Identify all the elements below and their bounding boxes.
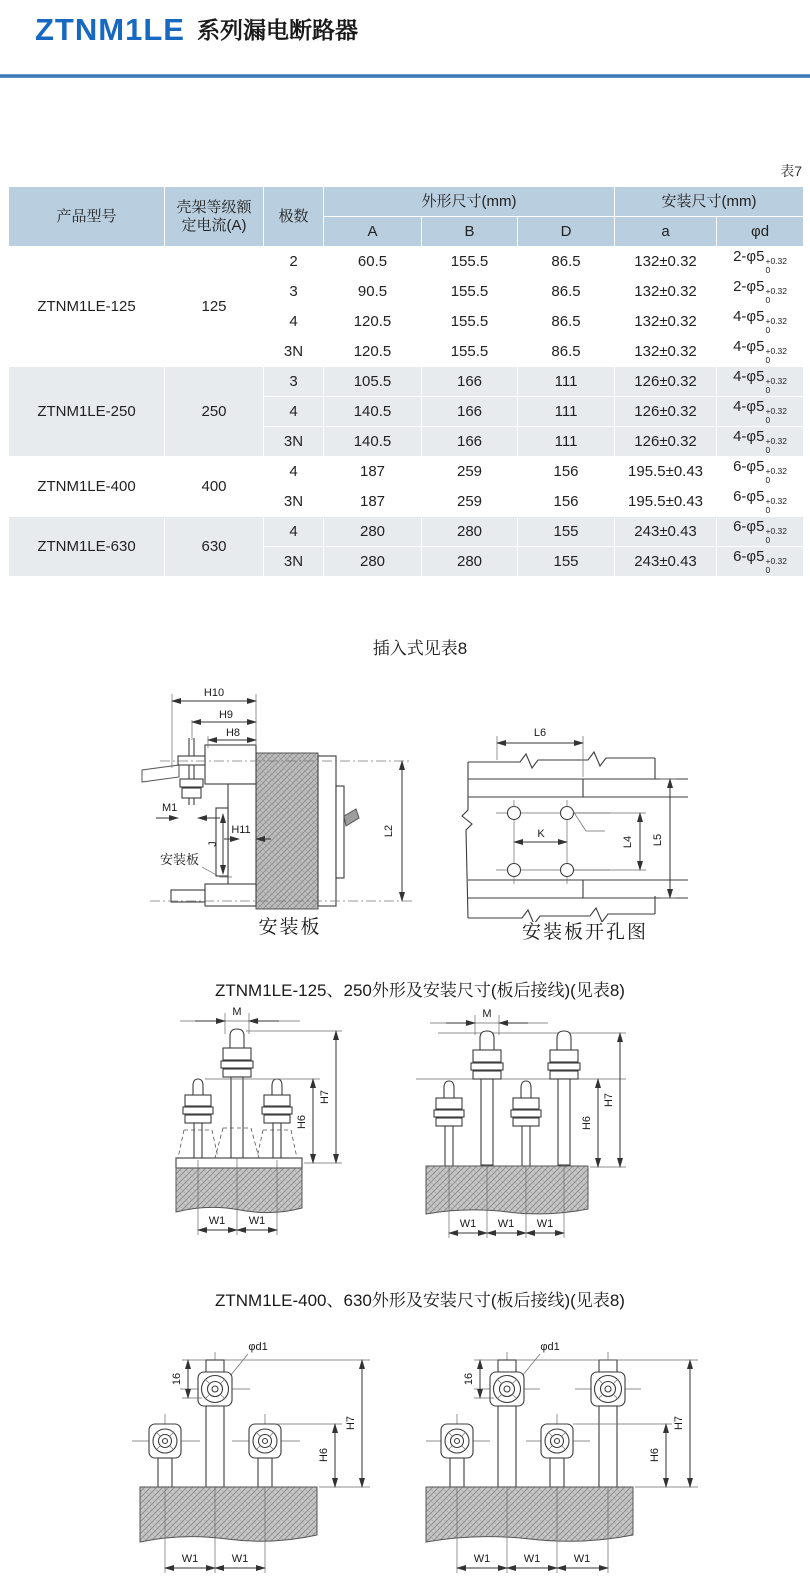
- dim-label-h6: H6: [318, 1447, 330, 1463]
- current-cell: 400: [165, 457, 264, 517]
- dim-label-m: M: [482, 1008, 492, 1020]
- dim-d-cell: 155: [518, 547, 615, 577]
- dim-label-l2: L2: [383, 824, 395, 838]
- dim-b-cell: 259: [422, 457, 518, 487]
- mount-a-cell: 243±0.43: [615, 547, 717, 577]
- group-250: [9, 367, 804, 457]
- poles-cell: 4: [264, 307, 324, 337]
- poles-cell: 3N: [264, 487, 324, 517]
- dim-a-cell: 120.5: [324, 307, 422, 337]
- th-mount-dims: 安装尺寸(mm): [615, 187, 804, 217]
- page-title: [35, 12, 358, 48]
- spec-table-header: [9, 187, 804, 247]
- dim-label-w1: W1: [497, 1218, 515, 1230]
- dim-label-h9: H9: [218, 709, 234, 721]
- poles-cell: 4: [264, 517, 324, 547]
- dim-label-m: M: [232, 1006, 242, 1018]
- fig-mounting-plate-drill-plan: [450, 700, 720, 922]
- short-stud: [434, 1081, 464, 1166]
- spec-table: [8, 186, 804, 577]
- dim-d-cell: 111: [518, 397, 615, 427]
- th-mount-a: a: [615, 217, 717, 247]
- center-busbar: [180, 1352, 250, 1500]
- current-cell: 630: [165, 517, 264, 577]
- dim-b-cell: 155.5: [422, 337, 518, 367]
- dim-label-h6: H6: [649, 1447, 661, 1463]
- th-dim-a: A: [324, 217, 422, 247]
- tall-busbar: [474, 1352, 540, 1500]
- dim-label-h8: H8: [225, 727, 241, 739]
- dim-label-w1: W1: [248, 1215, 266, 1227]
- bolt-nut: [182, 788, 201, 798]
- dim-a-cell: 140.5: [324, 397, 422, 427]
- left-stud: [183, 1079, 213, 1160]
- fig-125-250-4pole-rear-terminals: [398, 1005, 633, 1243]
- center-stud: [221, 1029, 253, 1158]
- series-model-title: ZTNM1LE: [35, 12, 185, 47]
- poles-cell: 3N: [264, 337, 324, 367]
- current-cell: 250: [165, 367, 264, 457]
- dim-label-16: 16: [171, 1372, 183, 1386]
- dim-label-16: 16: [463, 1372, 475, 1386]
- dim-label-h7: H7: [345, 1415, 357, 1431]
- dim-label-h7: H7: [319, 1089, 331, 1105]
- dim-label-h6: H6: [581, 1115, 593, 1131]
- poles-cell: 2: [264, 247, 324, 277]
- phid-cell: 4-φ5 +0.32 0: [717, 337, 804, 367]
- series-name-title: 系列漏电断路器: [196, 17, 358, 43]
- hole: [561, 864, 574, 877]
- phid-cell: 4-φ5 +0.32 0: [717, 367, 804, 397]
- model-cell: ZTNM1LE-630: [9, 517, 165, 577]
- dim-b-cell: 155.5: [422, 277, 518, 307]
- dim-a-cell: 60.5: [324, 247, 422, 277]
- dim-label-w1: W1: [473, 1553, 491, 1565]
- panel-hatched: [140, 1487, 317, 1542]
- dim-label-h11: H11: [231, 824, 251, 836]
- dim-label-w1: W1: [231, 1553, 249, 1565]
- fig-125-250-3pole-rear-terminals: [150, 1002, 370, 1240]
- dim-label-k: K: [537, 828, 545, 840]
- dim-a-cell: 280: [324, 517, 422, 547]
- dim-d-cell: 111: [518, 427, 615, 457]
- breaker-handle: [344, 809, 359, 826]
- header-divider: [0, 74, 810, 78]
- mount-a-cell: 132±0.32: [615, 247, 717, 277]
- dim-a-cell: 90.5: [324, 277, 422, 307]
- tall-stud: [471, 1031, 503, 1165]
- group-125: [9, 247, 804, 367]
- dim-a-cell: 140.5: [324, 427, 422, 457]
- dim-d-cell: 111: [518, 367, 615, 397]
- table-row: [9, 457, 804, 487]
- dim-d-cell: 156: [518, 487, 615, 517]
- phid-cell: 4-φ5 +0.32 0: [717, 427, 804, 457]
- dim-d-cell: 86.5: [518, 277, 615, 307]
- dim-label-phid1: φd1: [540, 1341, 560, 1353]
- phid-cell: 6-φ5 +0.32 0: [717, 457, 804, 487]
- plate-pointer-label: 安装板: [160, 852, 200, 867]
- dim-label-h10: H10: [203, 687, 225, 699]
- dim-a-cell: 187: [324, 487, 422, 517]
- dim-label-m1: M1: [162, 802, 178, 814]
- mount-a-cell: 243±0.43: [615, 517, 717, 547]
- dim-b-cell: 155.5: [422, 307, 518, 337]
- dim-d-cell: 86.5: [518, 247, 615, 277]
- dim-b-cell: 166: [422, 397, 518, 427]
- model-cell: ZTNM1LE-125: [9, 247, 165, 367]
- breaker-front-housing: [318, 756, 336, 906]
- breaker-front-step: [336, 786, 344, 878]
- dim-d-cell: 156: [518, 457, 615, 487]
- dim-b-cell: 166: [422, 427, 518, 457]
- dim-b-cell: 259: [422, 487, 518, 517]
- bracket-foot-tab: [171, 890, 205, 902]
- dim-a-cell: 105.5: [324, 367, 422, 397]
- phid-cell: 6-φ5 +0.32 0: [717, 517, 804, 547]
- mount-a-cell: 126±0.32: [615, 427, 717, 457]
- poles-cell: 4: [264, 457, 324, 487]
- poles-cell: 3: [264, 277, 324, 307]
- dim-label-h6: H6: [296, 1114, 308, 1130]
- th-outline-dims: 外形尺寸(mm): [324, 187, 615, 217]
- th-frame-current: 壳架等级额定电流(A): [165, 187, 264, 247]
- phid-cell: 4-φ5 +0.32 0: [717, 307, 804, 337]
- mount-a-cell: 132±0.32: [615, 307, 717, 337]
- tall-stud: [548, 1031, 580, 1165]
- dim-a-cell: 187: [324, 457, 422, 487]
- phid-cell: 4-φ5 +0.32 0: [717, 397, 804, 427]
- th-phid: φd: [717, 217, 804, 247]
- bracket-bottom-flange: [205, 884, 256, 906]
- dim-label-l4: L4: [622, 835, 634, 849]
- terminal-plate: [142, 765, 179, 782]
- fig-mounting-plate-side-view: [140, 678, 440, 910]
- mounting-plate-body: [228, 784, 256, 890]
- bracket-top-flange: [205, 745, 256, 784]
- fig-400-630-3pole-rear-terminals: [122, 1330, 382, 1580]
- plate-top-edge: [468, 752, 655, 768]
- right-stud: [262, 1079, 292, 1160]
- insert-type-note: 插入式见表8: [372, 639, 468, 658]
- mount-a-cell: 195.5±0.43: [615, 457, 717, 487]
- mount-a-cell: 126±0.32: [615, 397, 717, 427]
- dim-label-w1: W1: [181, 1553, 199, 1565]
- fig-400-630-4pole-rear-terminals: [398, 1330, 708, 1580]
- th-dim-b: B: [422, 217, 518, 247]
- model-cell: ZTNM1LE-400: [9, 457, 165, 517]
- poles-cell: 3N: [264, 547, 324, 577]
- phid-cell: 6-φ5 +0.32 0: [717, 547, 804, 577]
- dim-label-w1: W1: [536, 1218, 554, 1230]
- dim-b-cell: 155.5: [422, 247, 518, 277]
- mount-a-cell: 132±0.32: [615, 277, 717, 307]
- panel-hatched: [176, 1168, 302, 1213]
- group-400: [9, 457, 804, 517]
- mount-a-cell: 126±0.32: [615, 367, 717, 397]
- hole-leader-line: [571, 808, 605, 831]
- th-dim-d: D: [518, 217, 615, 247]
- dim-d-cell: 155: [518, 517, 615, 547]
- fig1-left-caption: 安装板: [258, 917, 322, 938]
- dim-label-h7: H7: [673, 1415, 685, 1431]
- dim-b-cell: 166: [422, 367, 518, 397]
- dim-label-l6: L6: [533, 727, 547, 739]
- dim-label-j: J: [207, 841, 219, 847]
- dim-label-h7: H7: [603, 1092, 615, 1108]
- plate-left-edge: [462, 762, 472, 918]
- dim-a-cell: 120.5: [324, 337, 422, 367]
- mount-a-cell: 132±0.32: [615, 337, 717, 367]
- dim-label-w1: W1: [523, 1553, 541, 1565]
- phid-cell: 2-φ5 +0.32 0: [717, 277, 804, 307]
- phid-cell: 2-φ5 +0.32 0: [717, 247, 804, 277]
- poles-cell: 4: [264, 397, 324, 427]
- poles-cell: 3: [264, 367, 324, 397]
- table-row: [9, 247, 804, 277]
- dim-d-cell: 86.5: [518, 337, 615, 367]
- table-number-tag: 表7: [780, 163, 802, 179]
- mount-a-cell: 195.5±0.43: [615, 487, 717, 517]
- dim-a-cell: 280: [324, 547, 422, 577]
- dim-label-w1: W1: [573, 1553, 591, 1565]
- section3-caption: ZTNM1LE-400、630外形及安装尺寸(板后接线)(见表8): [215, 1291, 625, 1310]
- fig1-right-caption: 安装板开孔图: [521, 922, 648, 943]
- section2-caption: ZTNM1LE-125、250外形及安装尺寸(板后接线)(见表8): [215, 981, 625, 1000]
- dim-label-w1: W1: [459, 1218, 477, 1230]
- model-cell: ZTNM1LE-250: [9, 367, 165, 457]
- breaker-body-hatched: [256, 753, 318, 909]
- phid-cell: 6-φ5 +0.32 0: [717, 487, 804, 517]
- poles-cell: 3N: [264, 427, 324, 457]
- tall-busbar: [575, 1352, 641, 1500]
- bolt-nut: [178, 756, 205, 765]
- dim-b-cell: 280: [422, 547, 518, 577]
- table-row: [9, 517, 804, 547]
- hole: [508, 807, 521, 820]
- th-poles: 极数: [264, 187, 324, 247]
- dim-label-phid1: φd1: [248, 1341, 268, 1353]
- short-stud: [511, 1081, 541, 1166]
- current-cell: 125: [165, 247, 264, 367]
- table-row: [9, 367, 804, 397]
- dim-d-cell: 86.5: [518, 307, 615, 337]
- hole: [508, 864, 521, 877]
- group-630: [9, 517, 804, 577]
- bolt-washer: [180, 779, 203, 787]
- base-ledge: [176, 1158, 302, 1168]
- dim-label-w1: W1: [208, 1215, 226, 1227]
- dim-label-l5: L5: [652, 833, 664, 847]
- th-product-model: 产品型号: [9, 187, 165, 247]
- dim-b-cell: 280: [422, 517, 518, 547]
